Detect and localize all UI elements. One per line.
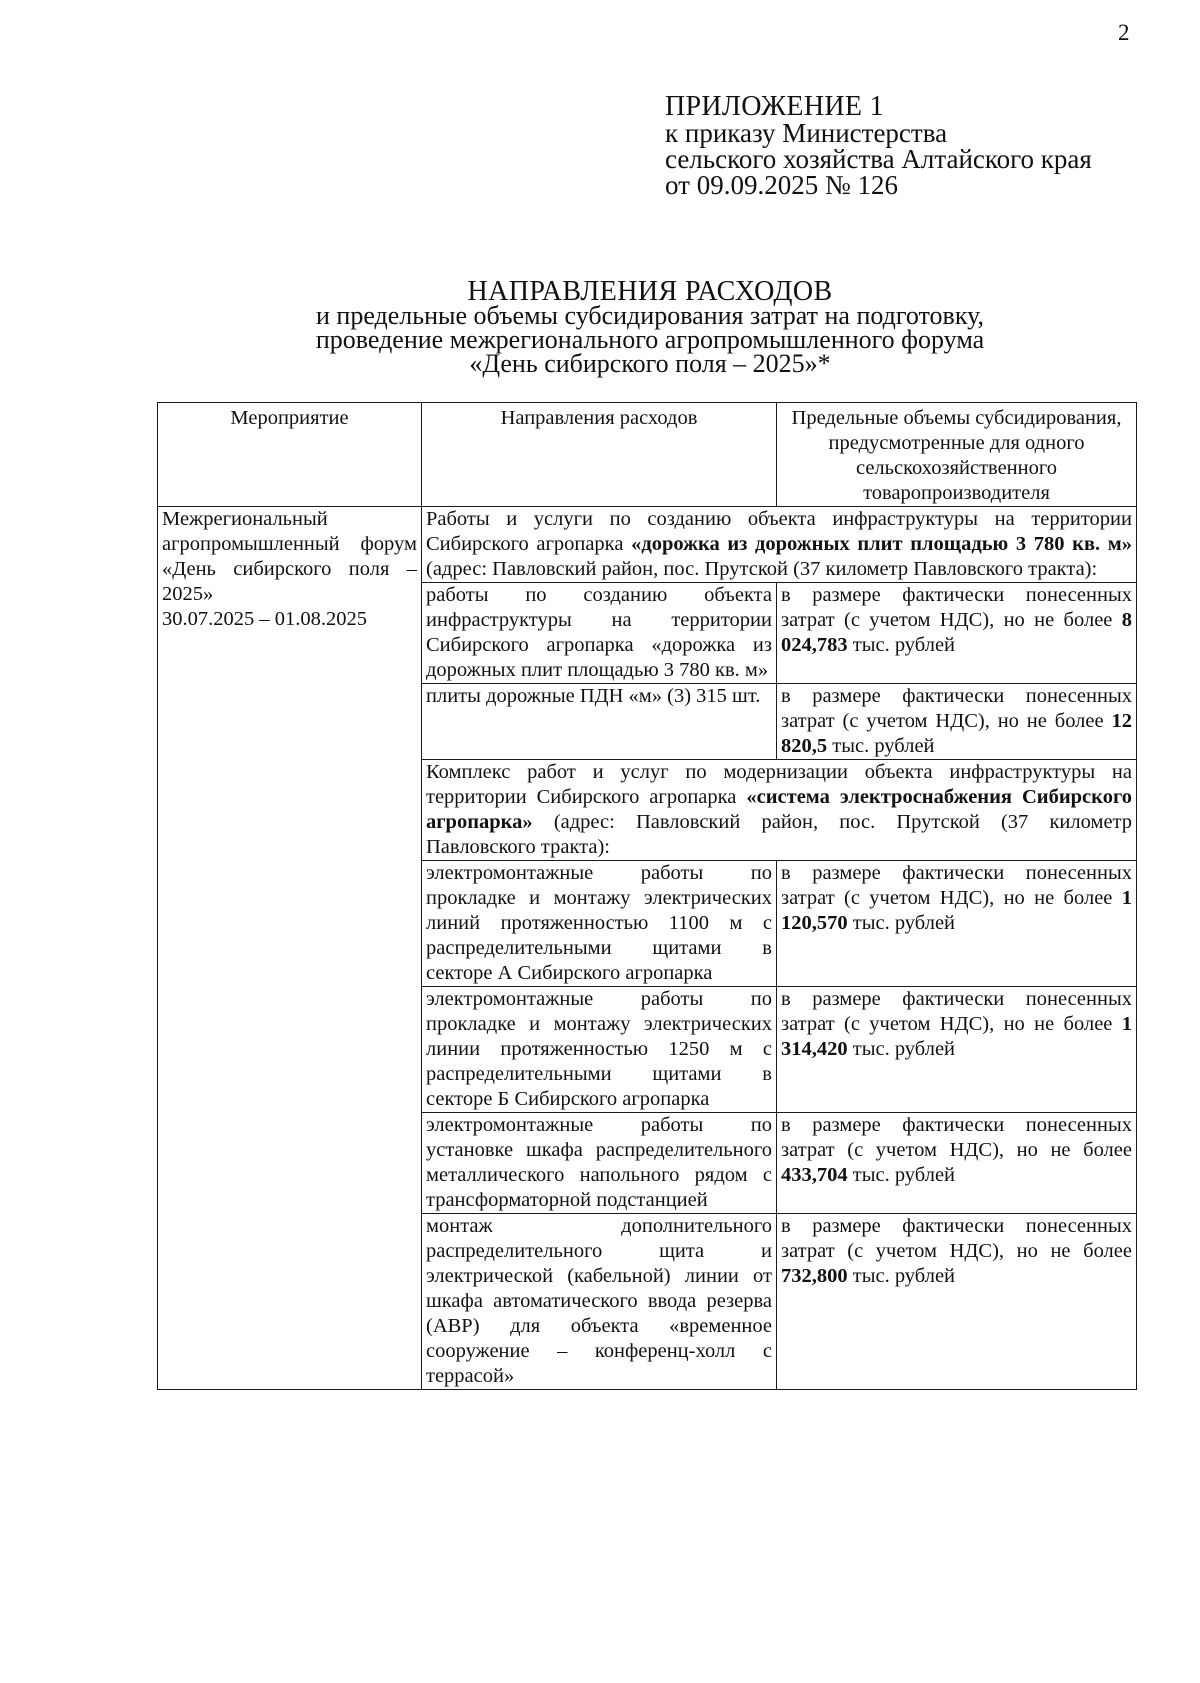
direction-cell: электромонтажные работы по прокладке и монтажу электрических линии протяженностью 1250 м с распределительными щитами в секторе Б Сибирского агропарка xyxy=(422,987,777,1113)
table-row xyxy=(158,507,1137,583)
limit-prefix: в размере фактически понесенных затрат (с учетом НДС), но не более xyxy=(781,685,1132,732)
expense-table xyxy=(157,402,1137,1390)
limit-prefix: в размере фактически понесенных затрат (с учетом НДС), но не более xyxy=(781,862,1132,909)
limit-suffix: тыс. рублей xyxy=(847,634,956,656)
event-name: Межрегиональный агропромышленный форум «День сибирского поля – 2025» xyxy=(162,508,417,605)
limit-amount: 732,800 xyxy=(781,1265,848,1287)
direction-cell: работы по созданию объекта инфраструктуры на территории Сибирского агропарка «дорожка из дорожных плит площадью 3 780 кв. м» xyxy=(422,583,777,684)
event-dates: 30.07.2025 – 01.08.2025 xyxy=(162,608,367,630)
limit-prefix: в размере фактически понесенных затрат (с учетом НДС), но не более xyxy=(781,1114,1132,1161)
limit-cell xyxy=(777,1113,1137,1214)
heading-line-2: проведение межрегионального агропромышленного форума xyxy=(315,325,985,354)
document-heading xyxy=(150,276,1150,378)
limit-amount: 1 120,570 xyxy=(781,887,1132,934)
direction-cell: плиты дорожные ПДН «м» (3) 315 шт. xyxy=(422,684,777,760)
limit-amount: 433,704 xyxy=(781,1164,848,1186)
limit-suffix: тыс. рублей xyxy=(847,912,956,934)
header-directions: Направления расходов xyxy=(422,403,777,507)
group-1-text-before: Работы и услуги по созданию объекта инфраструктуры на территории Сибирского агропарка xyxy=(426,508,1132,555)
heading-title: НАПРАВЛЕНИЯ РАСХОДОВ xyxy=(467,276,833,307)
direction-cell: электромонтажные работы по установке шкафа распределительного металлического напольного рядом с трансформаторной подстанцией xyxy=(422,1113,777,1214)
appendix-line-2: сельского хозяйства Алтайского края xyxy=(665,144,1092,174)
limit-cell xyxy=(777,987,1137,1113)
appendix-line-1: к приказу Министерства xyxy=(665,118,948,148)
limit-suffix: тыс. рублей xyxy=(847,1265,956,1287)
group-1-text-after: (адрес: Павловский район, пос. Прутской (37 километр Павловского тракта): xyxy=(426,558,1098,580)
direction-cell: монтаж дополнительного распределительного щита и электрической (кабельной) линии от шкафа автоматического ввода резерва (АВР) для объекта «временное сооружение – конференц-холл с террасой» xyxy=(422,1214,777,1390)
header-event: Мероприятие xyxy=(158,403,422,507)
limit-amount: 8 024,783 xyxy=(781,609,1132,656)
appendix-line-3: от 09.09.2025 № 126 xyxy=(665,170,898,200)
heading-line-1: и предельные объемы субсидирования затрат на подготовку, xyxy=(315,301,984,330)
group-1-text-bold: «дорожка из дорожных плит площадью 3 780 кв. м» xyxy=(631,533,1132,555)
limit-cell xyxy=(777,583,1137,684)
direction-cell: электромонтажные работы по прокладке и монтажу электрических линий протяженностью 1100 м с распределительными щитами в секторе А Сибирского агропарка xyxy=(422,861,777,987)
group-1-description xyxy=(422,507,1137,583)
limit-suffix: тыс. рублей xyxy=(847,1038,956,1060)
table-header-row xyxy=(158,403,1137,507)
limit-cell xyxy=(777,861,1137,987)
event-cell xyxy=(158,507,422,1390)
limit-prefix: в размере фактически понесенных затрат (с учетом НДС), но не более xyxy=(781,584,1132,631)
appendix-block xyxy=(665,91,1092,200)
limit-cell xyxy=(777,1214,1137,1390)
limit-cell xyxy=(777,684,1137,760)
heading-line-3: «День сибирского поля – 2025»* xyxy=(469,349,831,378)
appendix-title: ПРИЛОЖЕНИЕ 1 xyxy=(665,91,884,122)
page-number: 2 xyxy=(1118,20,1130,45)
group-2-text-bold: «система электроснабжения Сибирского агропарка» xyxy=(426,786,1132,833)
limit-prefix: в размере фактически понесенных затрат (с учетом НДС), но не более xyxy=(781,1215,1132,1262)
group-2-text-before: Комплекс работ и услуг по модернизации объекта инфраструктуры на территории Сибирского агропарка xyxy=(426,761,1132,808)
header-limits: Предельные объемы субсидирования, предусмотренные для одного сельскохозяйственного товаропроизводителя xyxy=(777,403,1137,507)
group-2-text-after: (адрес: Павловский район, пос. Прутской (37 километр Павловского тракта): xyxy=(426,811,1132,858)
limit-amount: 1 314,420 xyxy=(781,1013,1132,1060)
limit-prefix: в размере фактически понесенных затрат (с учетом НДС), но не более xyxy=(781,988,1132,1035)
limit-amount: 12 820,5 xyxy=(781,710,1132,757)
limit-suffix: тыс. рублей xyxy=(827,735,935,757)
limit-suffix: тыс. рублей xyxy=(847,1164,956,1186)
group-2-description xyxy=(422,760,1137,861)
